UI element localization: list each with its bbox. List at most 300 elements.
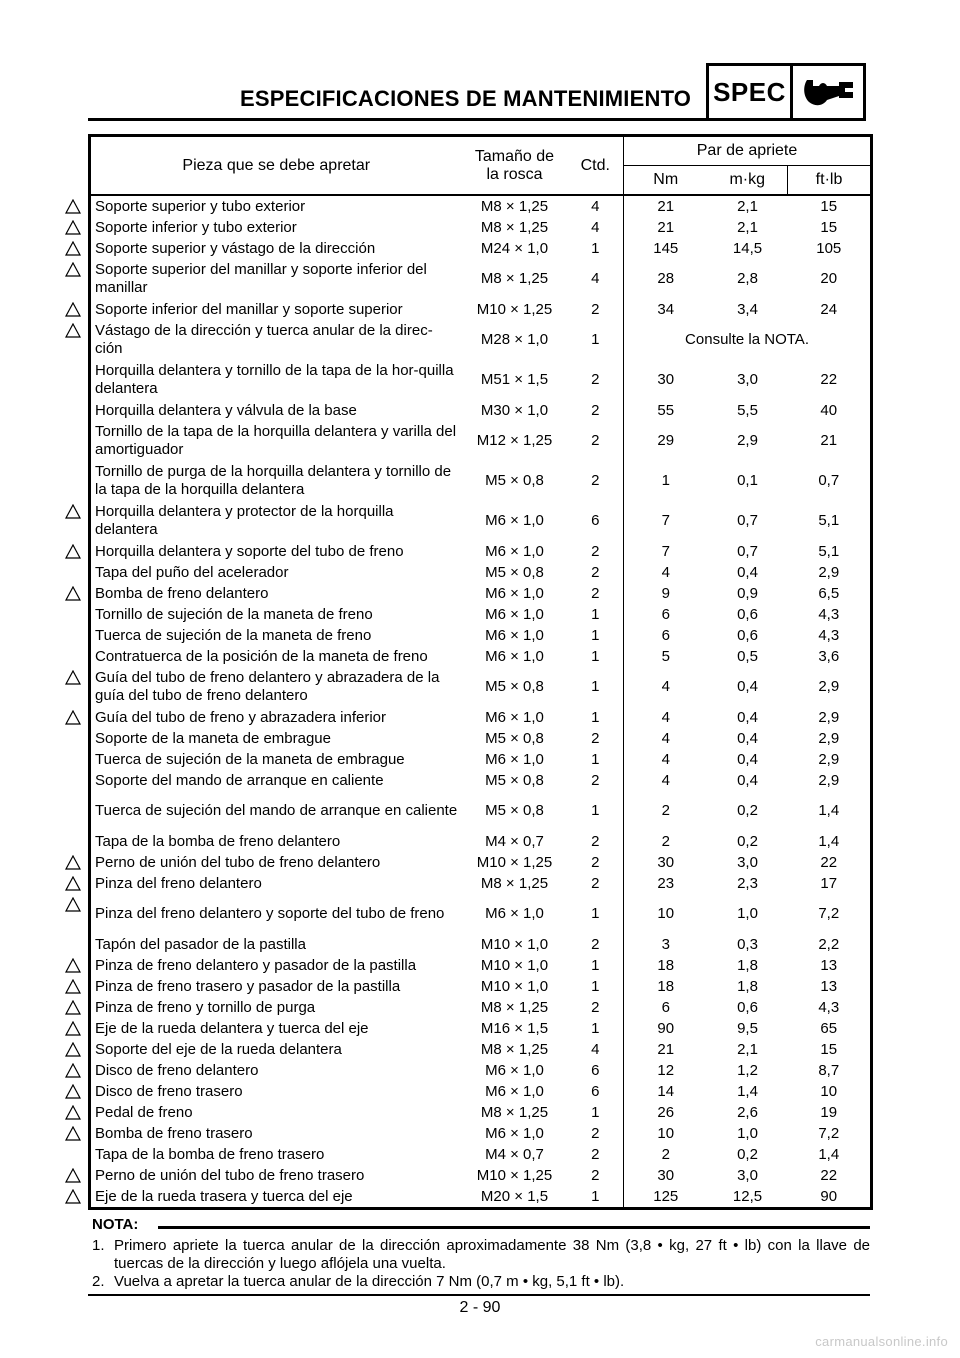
table-row <box>90 501 872 541</box>
cell-qty: 4 <box>591 197 600 215</box>
part-name: Soporte inferior del manillar y soporte superior <box>95 300 403 318</box>
header-torque: Par de apriete <box>624 136 872 166</box>
cell-qty: 4 <box>591 270 600 287</box>
cell-thread: M6 × 1,0 <box>485 584 544 602</box>
table-row <box>90 955 872 976</box>
cell-nm: 6 <box>624 997 708 1018</box>
cell-qty: 2 <box>591 542 600 560</box>
cell-nm: 29 <box>624 421 708 461</box>
part-name: Horquilla delantera y tornillo de la tapa de la hor-quilla delantera <box>95 362 454 397</box>
cell-qty: 2 <box>591 998 600 1016</box>
cell-thread: M16 × 1,5 <box>480 1019 549 1037</box>
cell-qty: 2 <box>591 853 600 871</box>
cell-part <box>90 934 462 955</box>
cell-ftlb: 2,9 <box>788 667 872 707</box>
cell-part <box>90 1102 462 1123</box>
table-row <box>90 831 872 852</box>
cell-qty: 2 <box>591 874 600 892</box>
table-row <box>90 1039 872 1060</box>
triangle-mark-icon <box>65 1126 81 1141</box>
cell-part <box>90 541 462 562</box>
cell-mkg: 1,8 <box>737 956 758 974</box>
table-row <box>90 1123 872 1144</box>
cell-nm: 9 <box>624 583 708 604</box>
cell-mkg: 3,0 <box>737 371 758 388</box>
cell-mkg: 0,7 <box>737 512 758 529</box>
part-name: Tornillo de purga de la horquilla delantera y tornillo de la tapa de la horquilla delantera <box>95 463 452 498</box>
cell-part <box>90 1081 462 1102</box>
cell-mkg: 0,1 <box>737 472 758 489</box>
cell-thread: M10 × 1,25 <box>476 300 553 318</box>
cell-part <box>90 1165 462 1186</box>
cell-nm: 18 <box>624 955 708 976</box>
cell-qty: 2 <box>591 584 600 602</box>
part-name: Pinza del freno delantero <box>95 874 262 892</box>
cell-nm: 28 <box>624 259 708 299</box>
cell-nm: 23 <box>624 873 708 894</box>
table-row <box>90 1186 872 1209</box>
cell-nm: 14 <box>624 1081 708 1102</box>
part-name: Bomba de freno trasero <box>95 1124 253 1142</box>
cell-qty: 1 <box>591 239 600 257</box>
header-thread-line2: la rosca <box>486 165 543 183</box>
part-name: Tuerca de sujeción de la maneta de embrague <box>95 750 405 768</box>
cell-ftlb: 6,5 <box>788 583 872 604</box>
cell-nm: 30 <box>624 360 708 400</box>
cell-ftlb: 4,3 <box>788 604 872 625</box>
cell-nm: 4 <box>624 728 708 749</box>
cell-part <box>90 238 462 259</box>
cell-mkg: 0,4 <box>737 771 758 789</box>
cell-nm: 30 <box>624 852 708 873</box>
cell-nm: 21 <box>624 1039 708 1060</box>
header-thread-line1: Tamaño de <box>474 147 555 165</box>
triangle-mark-icon <box>65 1189 81 1204</box>
cell-mkg: 0,2 <box>737 1145 758 1163</box>
header-ftlb: ft·lb <box>788 166 872 196</box>
cell-part <box>90 1186 462 1209</box>
table-row <box>90 749 872 770</box>
part-name: Eje de la rueda delantera y tuerca del eje <box>95 1019 369 1037</box>
nota-item <box>92 1237 870 1273</box>
cell-part <box>90 852 462 873</box>
cell-qty: 1 <box>591 331 600 348</box>
part-name: Contratuerca de la posición de la maneta de freno <box>95 647 428 665</box>
cell-mkg: 0,7 <box>737 542 758 560</box>
cell-mkg: 9,5 <box>737 1019 758 1037</box>
cell-part <box>90 646 462 667</box>
cell-part <box>90 461 462 501</box>
cell-part <box>90 604 462 625</box>
watermark: carmanualsonline.info <box>815 1334 948 1349</box>
nota-rule <box>158 1226 870 1229</box>
table-row <box>90 873 872 894</box>
triangle-mark-icon <box>65 1168 81 1183</box>
cell-ftlb: 0,7 <box>788 461 872 501</box>
cell-mkg: 3,0 <box>737 853 758 871</box>
cell-thread: M6 × 1,0 <box>485 512 544 529</box>
table-row <box>90 195 872 217</box>
cell-thread: M10 × 1,25 <box>476 1166 553 1184</box>
cell-part <box>90 320 462 360</box>
cell-part <box>90 749 462 770</box>
cell-part <box>90 873 462 894</box>
cell-part <box>90 997 462 1018</box>
table-row <box>90 1102 872 1123</box>
cell-qty: 2 <box>591 729 600 747</box>
cell-thread: M6 × 1,0 <box>485 626 544 644</box>
cell-ftlb: 2,9 <box>788 749 872 770</box>
cell-part <box>90 791 462 831</box>
cell-mkg: 5,5 <box>737 401 758 419</box>
cell-thread: M8 × 1,25 <box>480 998 549 1016</box>
triangle-mark-icon <box>65 262 81 277</box>
triangle-mark-icon <box>65 958 81 973</box>
cell-part <box>90 421 462 461</box>
table-row <box>90 583 872 604</box>
cell-ftlb: 7,2 <box>788 894 872 934</box>
cell-part <box>90 707 462 728</box>
spec-badge <box>706 63 866 121</box>
cell-qty: 1 <box>591 802 600 819</box>
page-title: ESPECIFICACIONES DE MANTENIMIENTO <box>240 86 692 111</box>
part-name: Soporte superior y vástago de la dirección <box>95 239 376 257</box>
cell-part <box>90 1123 462 1144</box>
cell-thread: M6 × 1,0 <box>485 1061 544 1079</box>
nota-item <box>92 1273 870 1291</box>
cell-thread: M4 × 0,7 <box>485 1145 544 1163</box>
cell-mkg: 0,6 <box>737 626 758 644</box>
cell-qty: 2 <box>591 1124 600 1142</box>
cell-ftlb: 10 <box>788 1081 872 1102</box>
cell-mkg: 1,0 <box>737 1124 758 1142</box>
part-name: Bomba de freno delantero <box>95 584 269 602</box>
part-name: Soporte superior y tubo exterior <box>95 197 306 215</box>
cell-part <box>90 770 462 791</box>
triangle-mark-icon <box>65 241 81 256</box>
cell-thread: M8 × 1,25 <box>480 1103 549 1121</box>
cell-qty: 1 <box>591 1103 600 1121</box>
cell-qty: 1 <box>591 708 600 726</box>
triangle-mark-icon <box>65 504 81 519</box>
cell-mkg: 0,4 <box>737 729 758 747</box>
table-row <box>90 997 872 1018</box>
part-name: Guía del tubo de freno y abrazadera inferior <box>95 708 387 726</box>
cell-thread: M8 × 1,25 <box>480 218 549 236</box>
part-name: Pedal de freno <box>95 1103 193 1121</box>
cell-part <box>90 583 462 604</box>
cell-ftlb: 40 <box>788 400 872 421</box>
cell-part <box>90 894 462 934</box>
cell-nm: 55 <box>624 400 708 421</box>
cell-thread: M10 × 1,0 <box>480 935 549 953</box>
cell-ftlb: 3,6 <box>788 646 872 667</box>
cell-mkg: 1,0 <box>737 905 758 922</box>
header-nm: Nm <box>624 166 708 196</box>
cell-part <box>90 259 462 299</box>
cell-part <box>90 667 462 707</box>
header-mkg: m·kg <box>708 166 788 196</box>
cell-mkg: 3,4 <box>737 300 758 318</box>
table-row <box>90 604 872 625</box>
triangle-mark-icon <box>65 1063 81 1078</box>
part-name: Perno de unión del tubo de freno trasero <box>95 1166 365 1184</box>
cell-mkg: 0,2 <box>737 802 758 819</box>
table-row <box>90 1081 872 1102</box>
title-rule <box>88 118 708 121</box>
table-row <box>90 1144 872 1165</box>
cell-part <box>90 400 462 421</box>
cell-qty: 1 <box>591 647 600 665</box>
cell-qty: 1 <box>591 678 600 695</box>
nota-list <box>92 1237 870 1291</box>
part-name: Horquilla delantera y soporte del tubo de freno <box>95 542 404 560</box>
cell-mkg: 0,4 <box>737 708 758 726</box>
cell-qty: 1 <box>591 977 600 995</box>
cell-part <box>90 831 462 852</box>
cell-qty: 2 <box>591 832 600 850</box>
cell-qty: 2 <box>591 1166 600 1184</box>
cell-qty: 1 <box>591 1019 600 1037</box>
spec-label: SPEC <box>709 66 793 118</box>
table-row <box>90 625 872 646</box>
cell-mkg: 2,6 <box>737 1103 758 1121</box>
table-row <box>90 770 872 791</box>
cell-nm: 10 <box>624 894 708 934</box>
triangle-mark-icon <box>65 979 81 994</box>
cell-qty: 2 <box>591 1145 600 1163</box>
cell-nm: 2 <box>624 831 708 852</box>
header-thread <box>462 136 568 196</box>
cell-thread: M10 × 1,0 <box>480 977 549 995</box>
cell-thread: M5 × 0,8 <box>485 802 544 819</box>
table-row <box>90 461 872 501</box>
cell-ftlb: 5,1 <box>788 541 872 562</box>
cell-qty: 2 <box>591 401 600 419</box>
wrench-icon <box>793 66 863 118</box>
cell-note: Consulte la NOTA. <box>624 320 872 360</box>
cell-mkg: 2,3 <box>737 874 758 892</box>
cell-thread: M24 × 1,0 <box>480 239 549 257</box>
cell-nm: 4 <box>624 749 708 770</box>
cell-ftlb: 13 <box>788 976 872 997</box>
triangle-mark-icon <box>65 710 81 725</box>
cell-nm: 30 <box>624 1165 708 1186</box>
cell-thread: M5 × 0,8 <box>485 678 544 695</box>
cell-part <box>90 299 462 320</box>
cell-nm: 7 <box>624 501 708 541</box>
cell-nm: 6 <box>624 625 708 646</box>
part-name: Pinza del freno delantero y soporte del tubo de freno <box>95 905 445 922</box>
cell-mkg: 0,9 <box>737 584 758 602</box>
cell-qty: 1 <box>591 905 600 922</box>
cell-nm: 21 <box>624 217 708 238</box>
triangle-mark-icon <box>65 586 81 601</box>
cell-thread: M6 × 1,0 <box>485 1082 544 1100</box>
cell-mkg: 2,1 <box>737 1040 758 1058</box>
part-name: Soporte del mando de arranque en caliente <box>95 771 384 789</box>
cell-mkg: 2,1 <box>737 218 758 236</box>
part-name: Soporte de la maneta de embrague <box>95 729 331 747</box>
triangle-mark-icon <box>65 323 81 338</box>
table-row <box>90 1018 872 1039</box>
cell-ftlb: 5,1 <box>788 501 872 541</box>
cell-ftlb: 15 <box>788 217 872 238</box>
cell-part <box>90 625 462 646</box>
cell-mkg: 0,4 <box>737 678 758 695</box>
cell-part <box>90 360 462 400</box>
cell-thread: M5 × 0,8 <box>485 729 544 747</box>
nota-item-text: Primero apriete la tuerca anular de la dirección aproximadamente 38 Nm (3,8 • kg, 27 ft • lb) con la llave de tuercas de la dirección y luego aflójela una vuelta. <box>114 1237 870 1272</box>
cell-ftlb: 22 <box>788 360 872 400</box>
table-row <box>90 562 872 583</box>
cell-part <box>90 976 462 997</box>
part-name: Tornillo de sujeción de la maneta de freno <box>95 605 373 623</box>
cell-nm: 10 <box>624 1123 708 1144</box>
cell-ftlb: 20 <box>788 259 872 299</box>
cell-mkg: 12,5 <box>708 1186 788 1209</box>
cell-qty: 6 <box>591 512 600 529</box>
cell-thread: M8 × 1,25 <box>480 1040 549 1058</box>
part-name: Disco de freno delantero <box>95 1061 259 1079</box>
cell-thread: M10 × 1,25 <box>476 853 553 871</box>
table-row <box>90 667 872 707</box>
cell-nm: 5 <box>624 646 708 667</box>
table-row <box>90 217 872 238</box>
triangle-mark-icon <box>65 1000 81 1015</box>
part-name: Pinza de freno trasero y pasador de la pastilla <box>95 977 401 995</box>
cell-nm: 90 <box>624 1018 708 1039</box>
cell-qty: 1 <box>568 1186 624 1209</box>
cell-ftlb: 15 <box>788 1039 872 1060</box>
cell-nm: 4 <box>624 562 708 583</box>
cell-part <box>90 1018 462 1039</box>
part-name: Pinza de freno delantero y pasador de la pastilla <box>95 956 417 974</box>
cell-mkg: 14,5 <box>732 239 763 257</box>
cell-part <box>90 501 462 541</box>
cell-qty: 1 <box>591 605 600 623</box>
cell-ftlb: 105 <box>788 238 872 259</box>
table-row <box>90 238 872 259</box>
cell-qty: 2 <box>591 472 600 489</box>
cell-nm: 145 <box>624 238 708 259</box>
cell-nm: 3 <box>624 934 708 955</box>
cell-thread: M6 × 1,0 <box>485 905 544 922</box>
table-row <box>90 259 872 299</box>
part-name: Tuerca de sujeción del mando de arranque en caliente <box>95 802 458 819</box>
table-row <box>90 976 872 997</box>
triangle-mark-icon <box>65 855 81 870</box>
cell-mkg: 3,0 <box>737 1166 758 1184</box>
cell-nm: 18 <box>624 976 708 997</box>
part-name: Guía del tubo de freno delantero y abrazadera de la guía del tubo de freno delantero <box>95 669 440 704</box>
table-row <box>90 852 872 873</box>
cell-ftlb: 19 <box>788 1102 872 1123</box>
table-row <box>90 728 872 749</box>
part-name: Tapón del pasador de la pastilla <box>95 935 306 953</box>
nota-item-number: 2. <box>92 1273 105 1290</box>
cell-thread: M6 × 1,0 <box>485 605 544 623</box>
cell-part <box>90 1060 462 1081</box>
triangle-mark-icon <box>65 876 81 891</box>
cell-thread: M10 × 1,0 <box>480 956 549 974</box>
triangle-mark-icon <box>65 544 81 559</box>
cell-thread: M6 × 1,0 <box>485 542 544 560</box>
triangle-mark-icon <box>65 220 81 235</box>
part-name: Tuerca de sujeción de la maneta de freno <box>95 626 372 644</box>
cell-nm: 4 <box>624 770 708 791</box>
triangle-mark-icon <box>65 897 81 912</box>
cell-thread: M28 × 1,0 <box>480 331 549 348</box>
table-row <box>90 646 872 667</box>
cell-part <box>90 955 462 976</box>
cell-nm: 2 <box>624 1144 708 1165</box>
cell-ftlb: 1,4 <box>788 1144 872 1165</box>
cell-thread: M5 × 0,8 <box>485 771 544 789</box>
cell-part <box>90 562 462 583</box>
cell-nm: 21 <box>624 195 708 217</box>
cell-ftlb: 8,7 <box>788 1060 872 1081</box>
part-name: Perno de unión del tubo de freno delantero <box>95 853 381 871</box>
cell-thread: M6 × 1,0 <box>485 708 544 726</box>
header-part: Pieza que se debe apretar <box>90 136 462 196</box>
part-name: Tapa de la bomba de freno trasero <box>95 1145 325 1163</box>
cell-ftlb: 65 <box>788 1018 872 1039</box>
cell-thread: M6 × 1,0 <box>485 647 544 665</box>
cell-ftlb: 2,9 <box>788 707 872 728</box>
part-name: Vástago de la dirección y tuerca anular de la direc-ción <box>95 322 433 357</box>
cell-mkg: 0,2 <box>737 832 758 850</box>
cell-ftlb: 22 <box>788 1165 872 1186</box>
part-name: Soporte inferior y tubo exterior <box>95 218 297 236</box>
cell-part <box>90 1039 462 1060</box>
table-row <box>90 934 872 955</box>
part-name: Soporte superior del manillar y soporte inferior del manillar <box>95 261 427 296</box>
cell-mkg: 1,8 <box>737 977 758 995</box>
cell-ftlb: 2,2 <box>788 934 872 955</box>
cell-ftlb: 1,4 <box>788 831 872 852</box>
cell-ftlb: 17 <box>788 873 872 894</box>
part-name: Tornillo de la tapa de la horquilla delantera y varilla del amortiguador <box>95 423 457 458</box>
cell-mkg: 0,6 <box>737 998 758 1016</box>
cell-thread: M5 × 0,8 <box>485 472 544 489</box>
cell-thread: M6 × 1,0 <box>485 1124 544 1142</box>
cell-thread: M12 × 1,25 <box>476 432 553 449</box>
cell-mkg: 0,4 <box>737 750 758 768</box>
cell-nm: 34 <box>624 299 708 320</box>
cell-ftlb: 7,2 <box>788 1123 872 1144</box>
cell-qty: 6 <box>591 1082 600 1100</box>
cell-qty: 4 <box>591 1040 600 1058</box>
cell-thread: M30 × 1,0 <box>480 401 549 419</box>
part-name: Horquilla delantera y protector de la horquilla delantera <box>95 503 394 538</box>
cell-qty: 6 <box>591 1061 600 1079</box>
cell-qty: 1 <box>591 956 600 974</box>
cell-nm: 2 <box>624 791 708 831</box>
cell-nm: 12 <box>624 1060 708 1081</box>
table-body <box>90 195 872 1209</box>
triangle-mark-icon <box>65 1084 81 1099</box>
triangle-mark-icon <box>65 670 81 685</box>
cell-part <box>90 1144 462 1165</box>
cell-part <box>90 728 462 749</box>
triangle-mark-icon <box>65 1105 81 1120</box>
part-name: Eje de la rueda trasera y tuerca del eje <box>95 1187 353 1205</box>
cell-mkg: 0,5 <box>737 647 758 665</box>
cell-nm: 125 <box>624 1186 708 1209</box>
table-row <box>90 1060 872 1081</box>
cell-ftlb: 2,9 <box>788 770 872 791</box>
